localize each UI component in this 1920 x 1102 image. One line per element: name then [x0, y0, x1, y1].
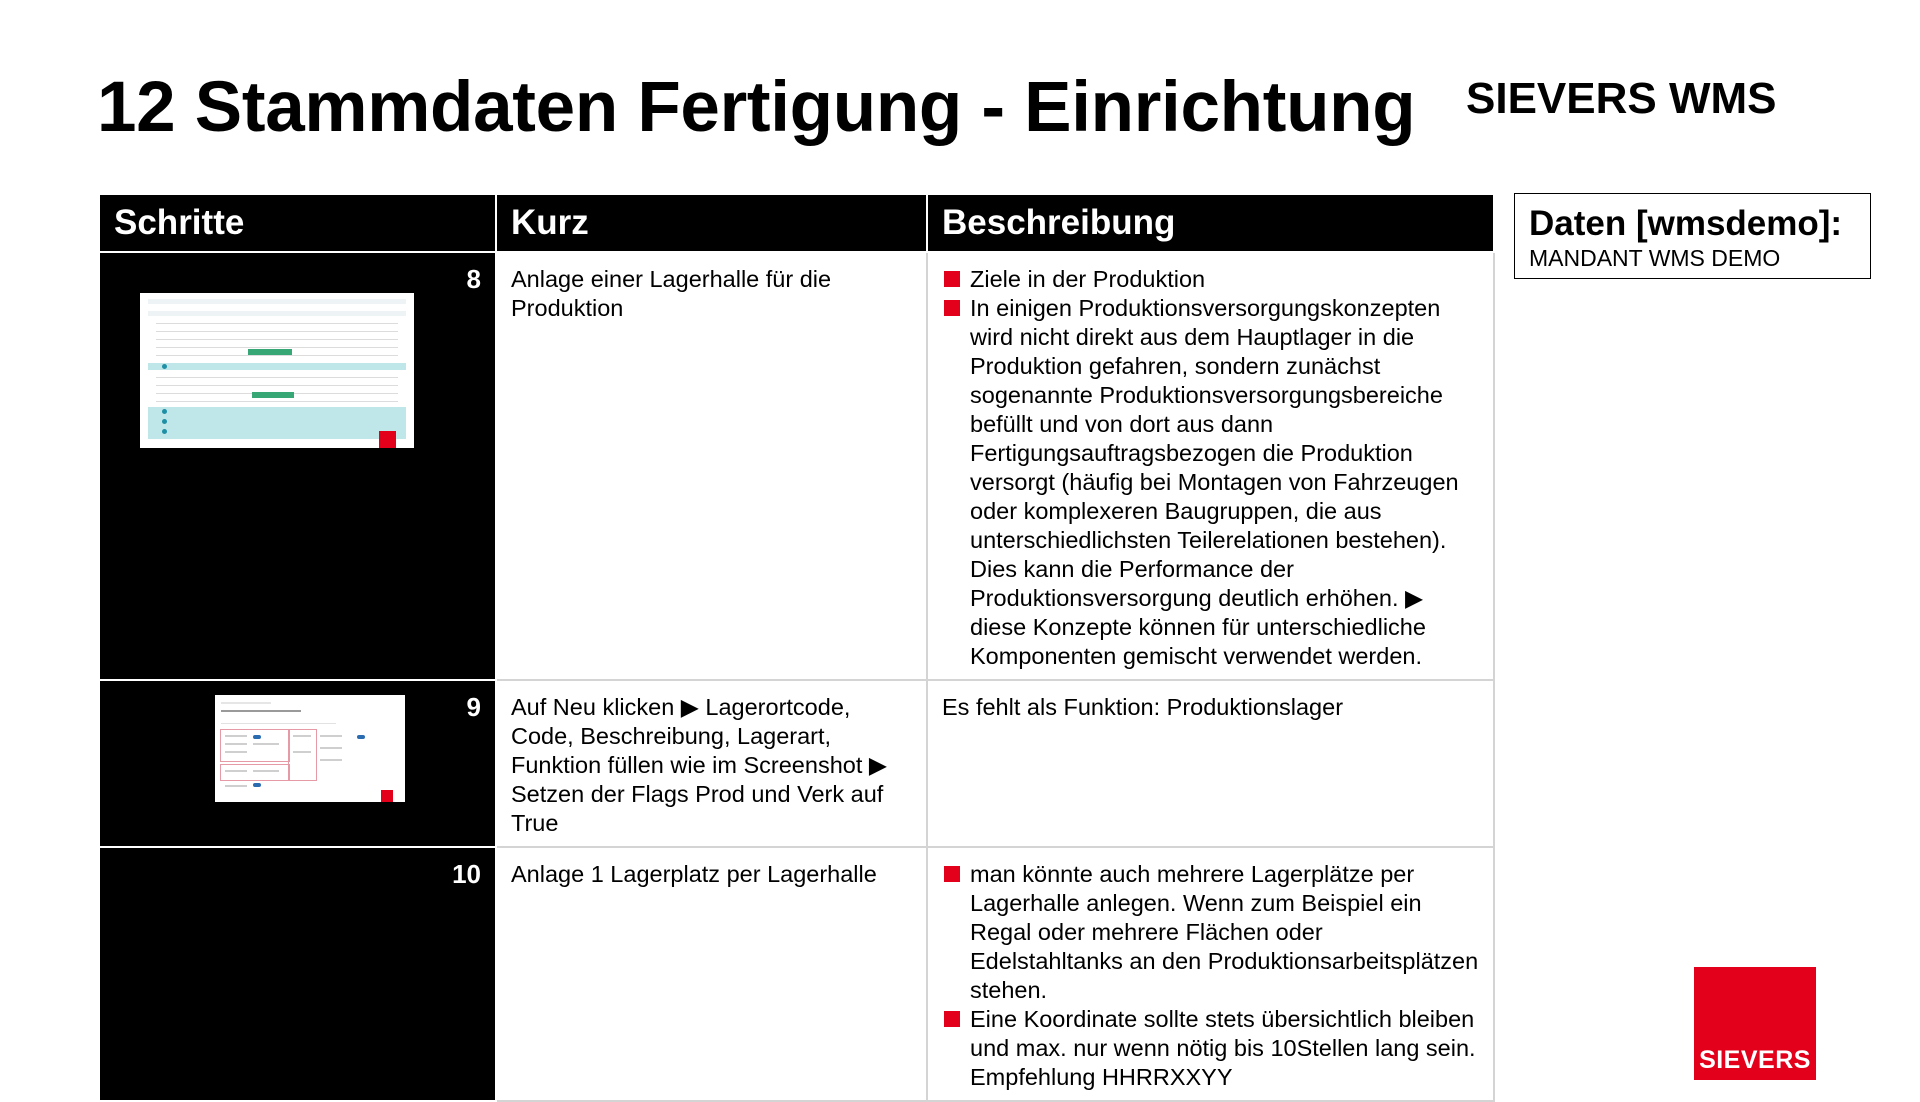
description-bullets [942, 860, 1479, 1092]
sievers-logo [1694, 967, 1816, 1080]
header-short: Kurz [496, 195, 927, 252]
step-number: 9 [466, 692, 481, 722]
screenshot-thumbnail-storage-hall-card[interactable] [215, 695, 405, 802]
data-box-subtitle: MANDANT WMS DEMO [1529, 245, 1781, 271]
data-box-title: Daten [wmsdemo]: [1529, 204, 1843, 243]
data-info-box [1514, 193, 1871, 279]
header-description: Beschreibung [927, 195, 1494, 252]
bullet-item: Eine Koordinate sollte stets übersichtlich bleiben und max. nur wenn nötig bis 10Stellen lang sein. Empfehlung HHRRXXYY [942, 1005, 1479, 1092]
description-cell [927, 252, 1494, 680]
table-row [99, 847, 1494, 1101]
steps-table [98, 195, 1495, 1102]
step-number: 8 [466, 264, 481, 294]
short-cell: Anlage einer Lagerhalle für die Produktion [496, 252, 927, 680]
table-row [99, 252, 1494, 680]
step-cell [99, 847, 496, 1101]
step-cell [99, 252, 496, 680]
brand-name: SIEVERS WMS [1466, 74, 1777, 123]
bullet-item: Ziele in der Produktion [942, 265, 1479, 294]
logo-text: SIEVERS [1699, 1046, 1811, 1074]
description-cell [927, 847, 1494, 1101]
screenshot-thumbnail-storage-halls[interactable] [140, 293, 414, 448]
step-cell [99, 680, 496, 847]
table-header-row [99, 195, 1494, 252]
header-steps: Schritte [99, 195, 496, 252]
table-row [99, 680, 1494, 847]
page-title: 12 Stammdaten Fertigung - Einrichtung [97, 68, 1416, 147]
bullet-item: man könnte auch mehrere Lagerplätze per Lagerhalle anlegen. Wenn zum Beispiel ein Regal oder mehrere Flächen oder Edelstahltanks an den Produktionsarbeitsplätzen stehen. [942, 860, 1479, 1005]
description-cell: Es fehlt als Funktion: Produktionslager [927, 680, 1494, 847]
description-bullets [942, 265, 1479, 671]
bullet-item: In einigen Produktionsversorgungskonzepten wird nicht direkt aus dem Hauptlager in die Produktion gefahren, sondern zunächst sogenannte Produktionsversorgungsbereiche befüllt und von dort aus dann Fertigungsauftragsbezogen die Produktion versorgt (häufig bei Montagen von Fahrzeugen oder komplexeren Baugruppen, die aus unterschiedlichsten Teilerelationen bestehen). Dies kann die Performance der Produktionsversorgung deutlich erhöhen. ▶ diese Konzepte können für unterschiedliche Komponenten gemischt verwendet werden. [942, 294, 1479, 671]
step-number: 10 [452, 859, 481, 889]
short-cell: Auf Neu klicken ▶ Lagerortcode, Code, Beschreibung, Lagerart, Funktion füllen wie im Screenshot ▶ Setzen der Flags Prod und Verk auf True [496, 680, 927, 847]
short-cell: Anlage 1 Lagerplatz per Lagerhalle [496, 847, 927, 1101]
